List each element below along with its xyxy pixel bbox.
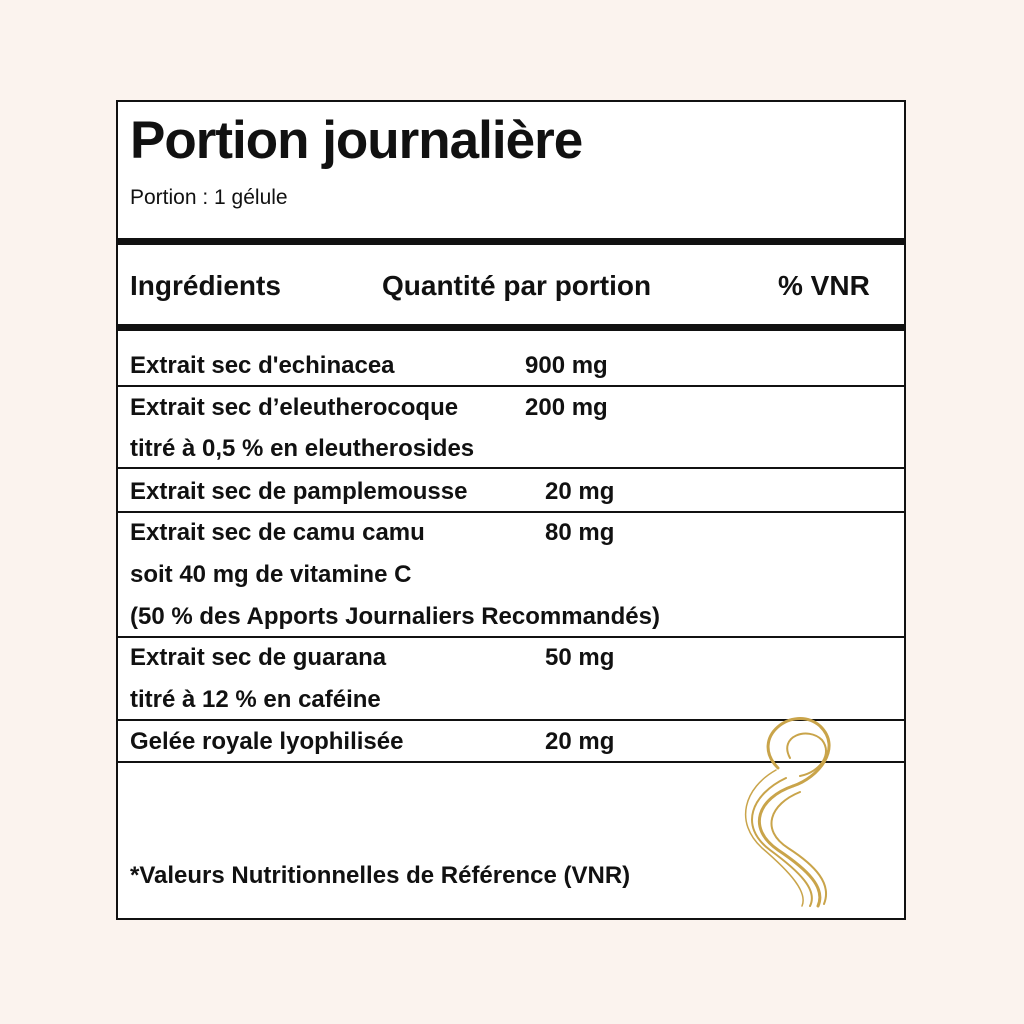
header-quantity: Quantité par portion: [382, 270, 652, 301]
nutrition-panel: [116, 100, 906, 920]
row-divider: [118, 385, 904, 387]
row-3-line-1: Extrait sec de pamplemousse: [130, 478, 468, 505]
header-vnr: % VNR: [778, 270, 870, 301]
header-divider-top: [118, 238, 904, 245]
row-4-line-1: Extrait sec de camu camu: [130, 519, 425, 546]
row-1-line-1: Extrait sec d'echinacea: [130, 352, 395, 379]
row-5-quantity: 50 mg: [545, 644, 615, 671]
row-4-line-3: (50 % des Apports Journaliers Recommandés): [130, 603, 660, 630]
row-5-line-1: Extrait sec de guarana: [130, 644, 387, 671]
row-6-quantity: 20 mg: [545, 728, 615, 755]
row-5-line-2: titré à 12 % en caféine: [130, 686, 381, 713]
header-divider-bottom: [118, 324, 904, 331]
row-6-line-1: Gelée royale lyophilisée: [130, 728, 404, 755]
row-divider: [118, 467, 904, 469]
swirl-logo-icon: [738, 708, 848, 913]
row-divider: [118, 636, 904, 638]
footnote: *Valeurs Nutritionnelles de Référence (VNR): [130, 862, 631, 889]
row-4-quantity: 80 mg: [545, 519, 615, 546]
row-2-line-2: titré à 0,5 % en eleutherosides: [130, 435, 475, 462]
page-title: Portion journalière: [130, 111, 583, 170]
row-2-line-1: Extrait sec d’eleutherocoque: [130, 394, 459, 421]
row-divider: [118, 511, 904, 513]
row-1-quantity: 900 mg: [525, 352, 608, 379]
header-ingredients: Ingrédients: [130, 270, 281, 301]
row-2-quantity: 200 mg: [525, 394, 608, 421]
serving-size: Portion : 1 gélule: [130, 186, 288, 209]
row-4-line-2: soit 40 mg de vitamine C: [130, 561, 412, 588]
row-3-quantity: 20 mg: [545, 478, 615, 505]
